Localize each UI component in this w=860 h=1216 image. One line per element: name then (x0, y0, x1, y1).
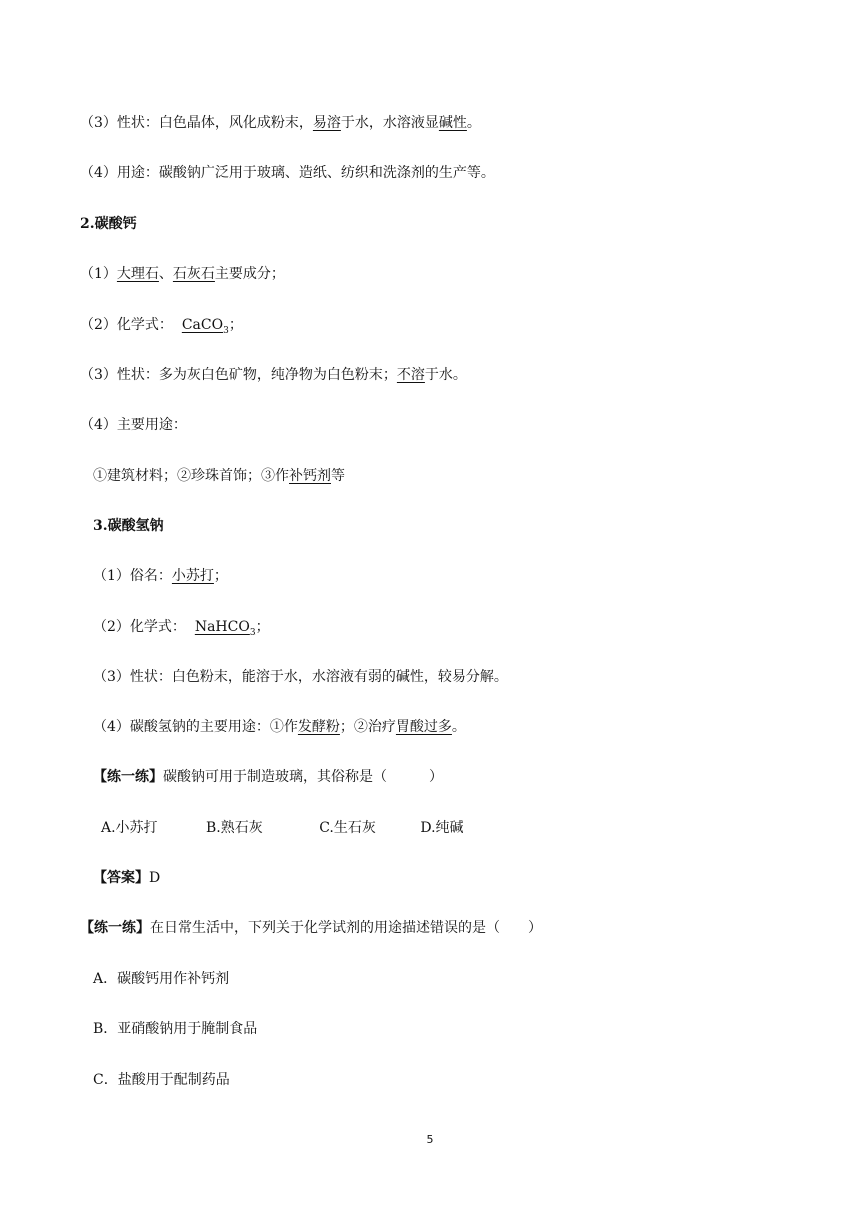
caco3-composition-line: （1）大理石、石灰石主要成分； (80, 266, 285, 282)
underlined-answer: 石灰石 (172, 266, 215, 282)
nahco3-property-line: （3）性状：白色粉末，能溶于水，水溶液有弱的碱性，较易分解。 (93, 669, 508, 685)
underlined-answer: 小苏打 (171, 568, 214, 584)
caco3-uses-list: ①建筑材料；②珍珠首饰；③作补钙剂等 (93, 468, 345, 484)
underlined-answer: 易溶 (312, 115, 341, 131)
option-b: B.熟石灰 (206, 820, 263, 836)
caco3-property-line: （3）性状：多为灰白色矿物，纯净物为白色粉末；不溶于水。 (80, 367, 467, 383)
exercise-1-question: 【练一练】碳酸钠可用于制造玻璃，其俗称是（ ） (93, 769, 443, 785)
option-a: A.小苏打 (101, 820, 158, 836)
exercise-2-option-a: A．碳酸钙用作补钙剂 (93, 971, 230, 987)
exercise-tag: 【练一练】 (80, 920, 150, 936)
exercise-1-answer: 【答案】D (93, 870, 161, 886)
exercise-tag: 【练一练】 (93, 769, 163, 785)
underlined-answer: 胃酸过多 (395, 719, 452, 735)
underlined-answer: 补钙剂 (289, 468, 331, 484)
underlined-answer: 碱性 (438, 115, 467, 131)
section-heading-nahco3: 3.碳酸氢钠 (93, 518, 164, 534)
option-d: D.纯碱 (420, 820, 464, 836)
na2co3-property-line: （3）性状：白色晶体，风化成粉末，易溶于水，水溶液显碱性。 (80, 115, 481, 131)
section-heading-caco3: 2.碳酸钙 (80, 216, 137, 232)
underlined-answer: 大理石 (116, 266, 159, 282)
chemical-formula: NaHCO$_3$ (194, 619, 256, 638)
exercise-2-question: 【练一练】在日常生活中，下列关于化学试剂的用途描述错误的是（ ） (80, 920, 542, 936)
option-c: C.生石灰 (319, 820, 376, 836)
chemical-formula: CaCO$_3$ (181, 317, 229, 336)
underlined-answer: 发酵粉 (297, 719, 340, 735)
exercise-2-option-c: C．盐酸用于配制药品 (93, 1072, 230, 1088)
exercise-2-option-b: B．亚硝酸钠用于腌制食品 (93, 1021, 258, 1037)
nahco3-name-line: （1）俗名：小苏打； (93, 568, 228, 584)
nahco3-uses-line: （4）碳酸氢钠的主要用途：①作发酵粉；②治疗胃酸过多。 (93, 719, 466, 735)
page-number: 5 (426, 1133, 434, 1146)
answer-tag: 【答案】 (93, 870, 149, 886)
underlined-answer: 不溶 (396, 367, 425, 383)
caco3-uses-heading: （4）主要用途： (80, 417, 187, 433)
nahco3-formula-line: （2）化学式： NaHCO$_3$； (93, 619, 270, 638)
caco3-formula-line: （2）化学式： CaCO$_3$； (80, 317, 243, 336)
exercise-1-options (101, 818, 464, 838)
na2co3-use-line: （4）用途：碳酸钠广泛用于玻璃、造纸、纺织和洗涤剂的生产等。 (80, 165, 495, 181)
